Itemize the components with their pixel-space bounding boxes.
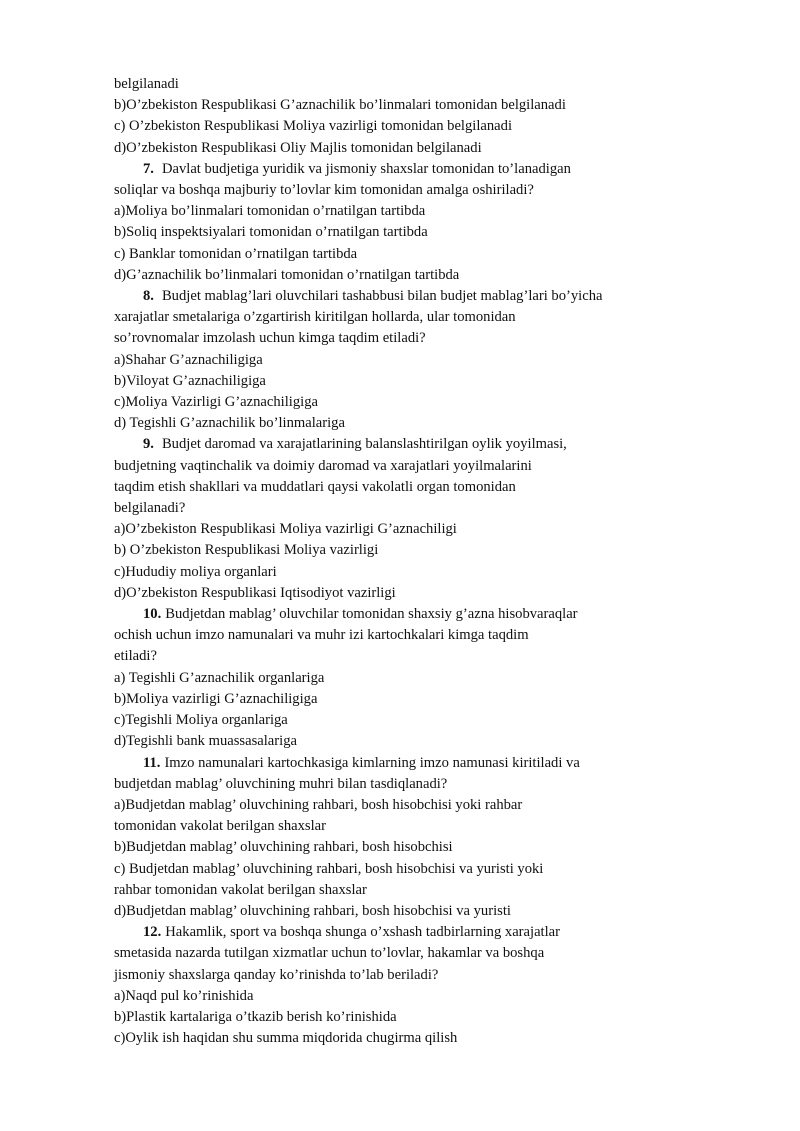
answer-option: a)Naqd pul ko’rinishida [114, 987, 254, 1004]
question-text-line: Davlat budjetiga yuridik va jismoniy shaxslar tomonidan to’lanadigan [161, 160, 571, 177]
answer-option-continuation: rahbar tomonidan vakolat berilgan shaxslar [114, 881, 367, 898]
answer-option: d)O’zbekiston Respublikasi Iqtisodiyot vazirligi [114, 584, 396, 601]
answer-option: a) Tegishli G’aznachilik organlariga [114, 669, 325, 686]
question-text-line: Budjet mablag’lari oluvchilari tashabbusi bilan budjet mablag’lari bo’yicha [161, 288, 603, 305]
question-text-line: taqdim etish shakllari va muddatlari qaysi vakolatli organ tomonidan [114, 478, 516, 495]
answer-option: a)O’zbekiston Respublikasi Moliya vazirligi G’aznachiligi [114, 521, 457, 538]
answer-option: b)Viloyat G’aznachiligiga [114, 372, 266, 389]
answer-option: c) O’zbekiston Respublikasi Moliya vazirligi tomonidan belgilanadi [114, 118, 513, 135]
answer-option: a)Shahar G’aznachiligiga [114, 351, 263, 368]
question-8 [114, 286, 674, 434]
answer-option: b)O’zbekiston Respublikasi G’aznachilik bo’linmalari tomonidan belgilanadi [114, 97, 566, 114]
answer-option: d)Budjetdan mablag’ oluvchining rahbari, bosh hisobchisi va yuristi [114, 902, 511, 919]
question-text-line: belgilanadi [114, 76, 179, 92]
answer-option: b)Budjetdan mablag’ oluvchining rahbari, bosh hisobchisi [114, 839, 453, 856]
question-7 [114, 159, 674, 286]
question-first-line [114, 286, 674, 307]
answer-option: d)O’zbekiston Respublikasi Oliy Majlis tomonidan belgilanadi [114, 139, 482, 156]
answer-option: c) Budjetdan mablag’ oluvchining rahbari, bosh hisobchisi va yuristi yoki [114, 860, 544, 877]
answer-option: c)Oylik ish haqidan shu summa miqdorida chugirma qilish [114, 1030, 458, 1047]
question-number: 12. [143, 924, 162, 941]
question-number: 8. [143, 288, 154, 305]
question-first-line [114, 434, 674, 455]
document-page [114, 74, 674, 1049]
question-text-line: belgilanadi? [114, 500, 186, 517]
answer-option: c)Tegishli Moliya organlariga [114, 712, 288, 729]
answer-option: b)Plastik kartalariga o’tkazib berish ko’rinishida [114, 1008, 397, 1025]
question-text-line: Budjet daromad va xarajatlarining balanslashtirilgan oylik yoyilmasi, [161, 436, 567, 453]
question-text-line: etiladi? [114, 648, 157, 665]
question-text-line: xarajatlar smetalariga o’zgartirish kiritilgan hollarda, ular tomonidan [114, 309, 516, 326]
question-10 [114, 604, 674, 752]
prev-question-tail [114, 74, 674, 159]
question-text-line: smetasida nazarda tutilgan xizmatlar uchun to’lovlar, hakamlar va boshqa [114, 945, 545, 962]
question-number: 10. [143, 606, 162, 623]
question-text-line: Budjetdan mablag’ oluvchilar tomonidan shaxsiy g’azna hisobvaraqlar [165, 606, 578, 623]
answer-option: a)Moliya bo’linmalari tomonidan o’rnatilgan tartibda [114, 203, 426, 220]
question-first-line [114, 922, 674, 943]
answer-option: d)G’aznachilik bo’linmalari tomonidan o’rnatilgan tartibda [114, 266, 460, 283]
question-first-line [114, 159, 674, 180]
question-first-line [114, 604, 674, 625]
question-first-line [114, 753, 674, 774]
question-text-line: so’rovnomalar imzolash uchun kimga taqdim etiladi? [114, 330, 426, 347]
answer-option: c)Moliya Vazirligi G’aznachiligiga [114, 394, 318, 411]
answer-option: d) Tegishli G’aznachilik bo’linmalariga [114, 415, 345, 432]
question-text-line: Hakamlik, sport va boshqa shunga o’xshash tadbirlarning xarajatlar [165, 924, 560, 941]
question-text-line: budjetdan mablag’ oluvchining muhri bilan tasdiqlanadi? [114, 775, 448, 792]
question-number: 7. [143, 160, 154, 177]
question-text-line: soliqlar va boshqa majburiy to’lovlar kim tomonidan amalga oshiriladi? [114, 182, 534, 199]
question-11 [114, 753, 674, 923]
question-text-line: jismoniy shaxslarga qanday ko’rinishda to’lab beriladi? [114, 966, 439, 983]
answer-option: b)Moliya vazirligi G’aznachiligiga [114, 690, 318, 707]
question-text-line: ochish uchun imzo namunalari va muhr izi kartochkalari kimga taqdim [114, 627, 529, 644]
answer-option: c)Hududiy moliya organlari [114, 563, 277, 580]
question-12 [114, 922, 674, 1049]
question-text-line: budjetning vaqtinchalik va doimiy daromad va xarajatlari yoyilmalarini [114, 457, 532, 474]
question-number: 9. [143, 436, 154, 453]
question-9 [114, 434, 674, 604]
answer-option: a)Budjetdan mablag’ oluvchining rahbari, bosh hisobchisi yoki rahbar [114, 796, 523, 813]
question-text-line: Imzo namunalari kartochkasiga kimlarning imzo namunasi kiritiladi va [164, 754, 580, 771]
answer-option: b)Soliq inspektsiyalari tomonidan o’rnatilgan tartibda [114, 224, 428, 241]
answer-option: d)Tegishli bank muassasalariga [114, 733, 297, 750]
answer-option: c) Banklar tomonidan o’rnatilgan tartibda [114, 245, 358, 262]
question-number: 11. [143, 754, 161, 771]
answer-option-continuation: tomonidan vakolat berilgan shaxslar [114, 818, 326, 835]
answer-option: b) O’zbekiston Respublikasi Moliya vazirligi [114, 542, 379, 559]
